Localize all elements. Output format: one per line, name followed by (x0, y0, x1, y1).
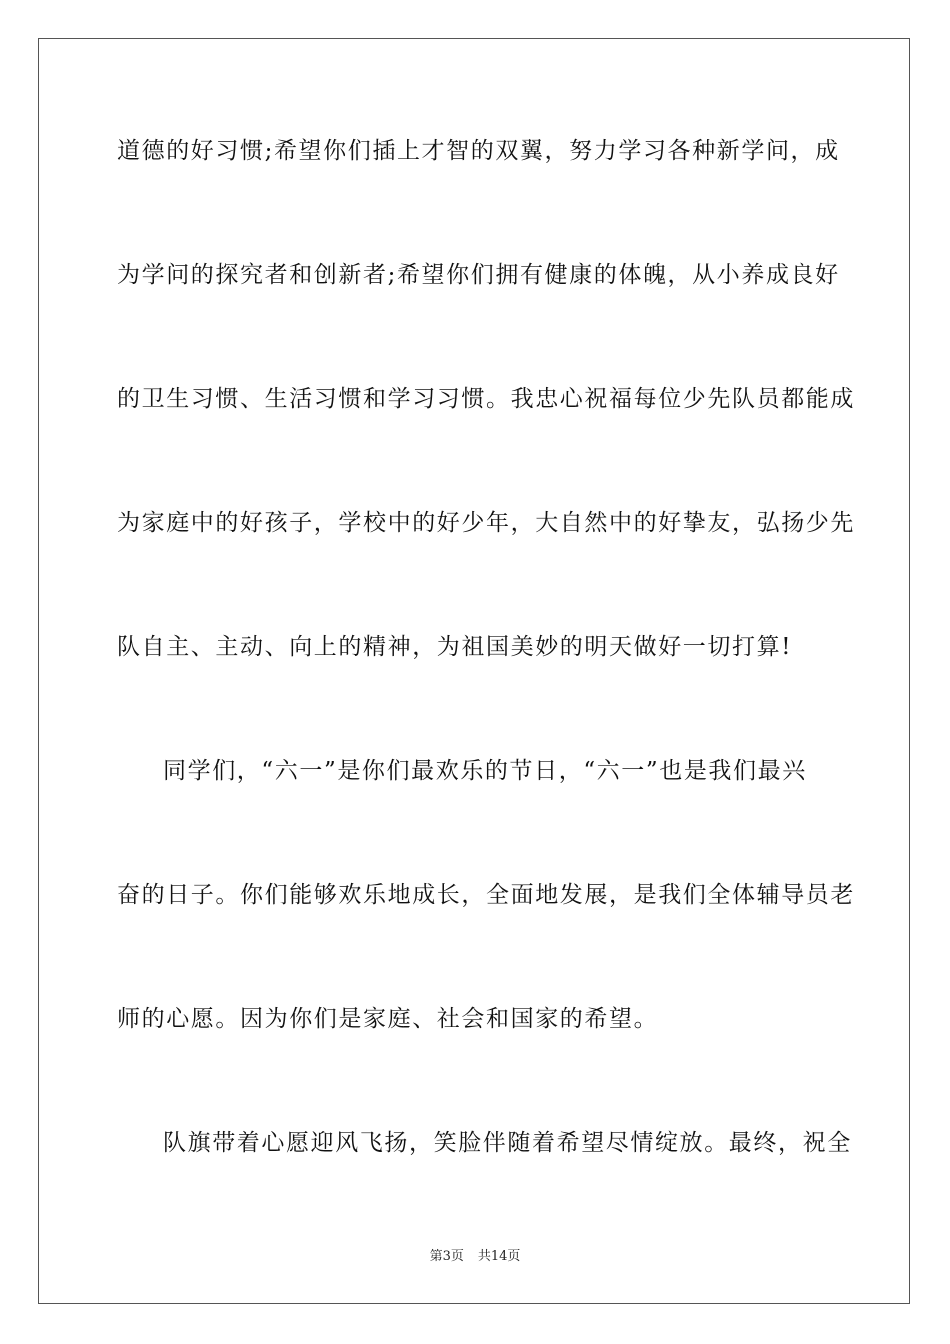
page-number: 第3页 (429, 1249, 464, 1264)
body-text-line: 为学问的探究者和创新者;希望你们拥有健康的体魄，从小养成良好 (117, 262, 840, 288)
body-text-line: 队自主、主动、向上的精神，为祖国美妙的明天做好一切打算! (117, 634, 793, 660)
body-text-line: 的卫生习惯、生活习惯和学习习惯。我忠心祝福每位少先队员都能成 (117, 386, 855, 412)
body-text-line: 奋的日子。你们能够欢乐地成长，全面地发展，是我们全体辅导员老 (117, 882, 855, 908)
body-text-line: 道德的好习惯;希望你们插上才智的双翼，努力学习各种新学问，成 (117, 138, 840, 164)
body-text-line: 为家庭中的好孩子，学校中的好少年，大自然中的好挚友，弘扬少先 (117, 510, 855, 536)
paragraph-first-line: 同学们，“六一”是你们最欢乐的节日，“六一”也是我们最兴 (163, 758, 807, 784)
page-footer (0, 1248, 950, 1266)
page-border (38, 38, 910, 1304)
paragraph-first-line: 队旗带着心愿迎风飞扬，笑脸伴随着希望尽情绽放。最终，祝全 (163, 1130, 852, 1156)
body-text-line: 师的心愿。因为你们是家庭、社会和国家的希望。 (117, 1006, 659, 1032)
total-pages: 共14页 (477, 1249, 521, 1264)
